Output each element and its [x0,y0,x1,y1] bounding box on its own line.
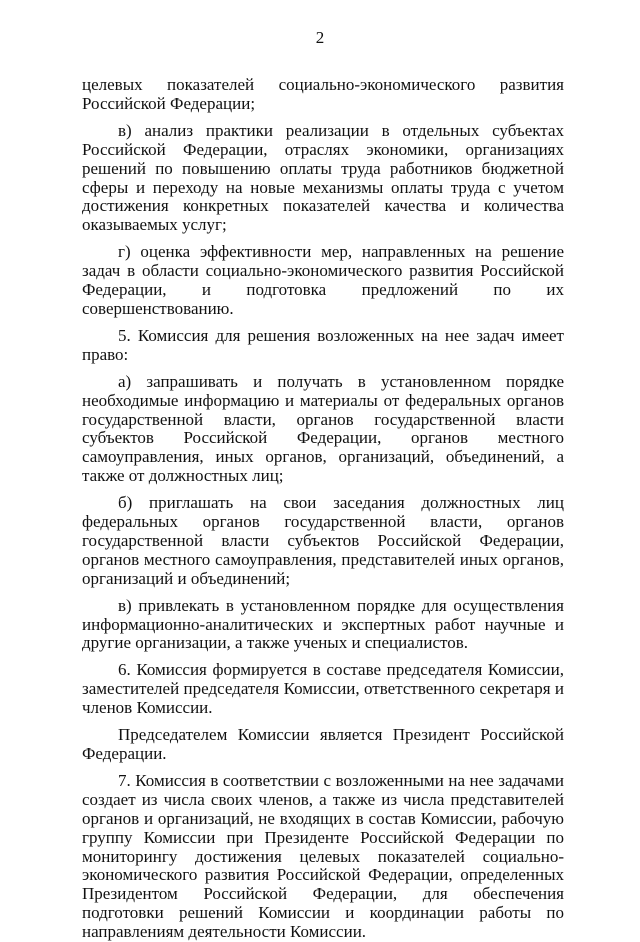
paragraph-clause-6: 6. Комиссия формируется в составе председателя Комиссии, заместителей председателя Комиссии, ответственного секретаря и членов Комиссии. [82,660,564,718]
paragraph-item-g-assessment: г) оценка эффективности мер, направленных на решение задач в области социально-экономического развития Российской Федерации, и подготовка предложений по их совершенствованию. [82,242,564,318]
document-body [82,76,564,942]
paragraph-continuation: целевых показателей социально-экономического развития Российской Федерации; [82,75,564,113]
paragraph-item-b-invite: б) приглашать на свои заседания должностных лиц федеральных органов государственной власти, органов государственной власти субъектов Российской Федерации, органов местного самоуправления, представителей иных органов, организаций и объединений; [82,493,564,588]
page-number: 2 [315,28,325,47]
paragraph-chairman: Председателем Комиссии является Президент Российской Федерации. [82,725,564,763]
paragraph-item-a-request: а) запрашивать и получать в установленном порядке необходимые информацию и материалы от федеральных органов государственной власти, органов государственной власти субъектов Российской Федерации, органов местного самоуправления, иных органов, организаций, объединений, а также от должностных лиц; [82,371,564,486]
paragraph-item-v-analysis: в) анализ практики реализации в отдельных субъектах Российской Федерации, отраслях экономики, организациях решений по повышению оплаты труда работников бюджетной сферы и переходу на новые механизмы оплаты труда с учетом достижения конкретных показателей качества и количества оказываемых услуг; [82,120,564,235]
paragraph-clause-5: 5. Комиссия для решения возложенных на нее задач имеет право: [82,325,564,364]
paragraph-clause-7: 7. Комиссия в соответствии с возложенными на нее задачами создает из числа своих членов, а также из числа представителей органов и организаций, не входящих в состав Комиссии, рабочую группу Комиссии при Президенте Российской Федерации по мониторингу достижения целевых показателей социально-экономического развития Российской Федерации, определенных Президентом Российской Федерации, для обеспечения подготовки решений Комиссии и координации работы по направлениям деятельности Комиссии. [82,770,564,942]
paragraph-item-v-involve: в) привлекать в установленном порядке для осуществления информационно-аналитических и экспертных работ научные и другие организации, а также ученых и специалистов. [82,595,564,653]
